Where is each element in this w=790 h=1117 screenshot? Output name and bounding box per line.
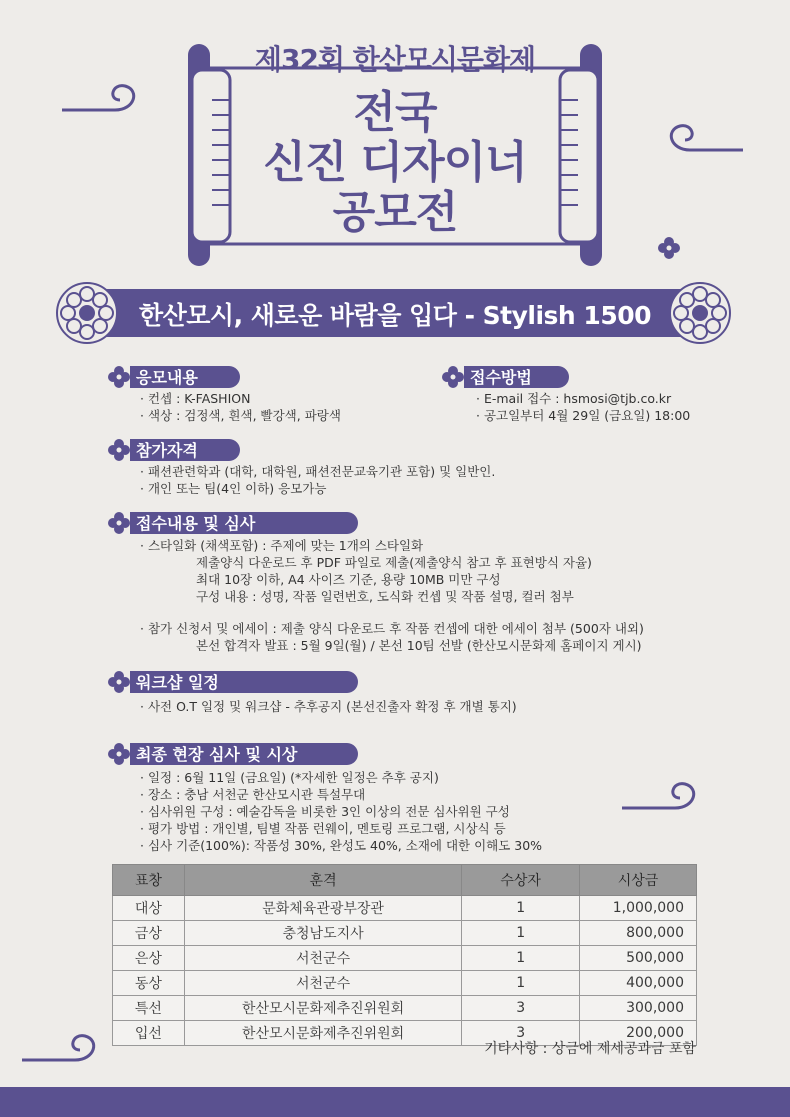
clover-bullet-icon: [108, 439, 130, 461]
clover-ornament: [658, 237, 680, 259]
section-final: [108, 741, 368, 765]
table-row: 입선 한산모시문화제추진위원회 3 200,000: [113, 1021, 697, 1046]
section-submission: [442, 364, 582, 388]
section-label: 워크샵 일정: [136, 673, 219, 692]
workshop-body: · 사전 O.T 일정 및 워크샵 - 추후공지 (본선진출자 확정 후 개별 통지): [140, 699, 517, 714]
table-row: 금상 충청남도지사 1 800,000: [113, 921, 697, 946]
column-header: 수상자: [462, 865, 580, 896]
contents-body: · 컨셉 : K-FASHION · 색상 : 검정색, 흰색, 빨강색, 파랑색: [140, 391, 341, 423]
table-row: 특선 한산모시문화제추진위원회 3 300,000: [113, 996, 697, 1021]
page-title: [0, 88, 790, 238]
section-contents: [108, 364, 248, 388]
title-line-3: 공모전: [332, 187, 458, 238]
table-row: 대상 문화체육관광부장관 1 1,000,000: [113, 896, 697, 921]
review-body: · 스타일화 (채색포함) : 주제에 맞는 1개의 스타일화 제출양식 다운로드 후 PDF 파일로 제출(제출양식 참고 후 표현방식 자율) 최대 10장 이하, A4 사이즈 기준, 용량 10MB 미만 구성 구성 내용 : 성명, 작품 일련번호, 도식화 컨셉 및 작품 설명, 컬러 첨부 · 참가 신청서 및 에세이 : 제출 양식 다운로드 후 작품 컨셉에 대한 에세이 첨부 (500자 내외) 본선 합격자 발표 : 5월 9일(월) / 본선 10팀 선발 (한산모시문화제 홈페이지 게시): [140, 538, 644, 653]
clover-bullet-icon: [108, 743, 130, 765]
title-line-2: 신진 디자이너: [263, 137, 527, 188]
prize-table: [112, 864, 697, 1046]
clover-bullet-icon: [108, 366, 130, 388]
swirl-decoration-bottom-left: [20, 1030, 110, 1070]
eligibility-body: · 패션관련학과 (대학, 대학원, 패션전문교육기관 포함) 및 일반인. · 개인 또는 팀(4인 이하) 응모가능: [140, 464, 496, 496]
bottom-bar: [0, 1087, 790, 1117]
slogan-text: 한산모시, 새로운 바람을 입다 - Stylish 1500: [138, 301, 652, 330]
title-line-1: 전국: [353, 87, 437, 138]
clover-bullet-icon: [108, 671, 130, 693]
festival-edition-title: 제32회 한산모시문화제: [254, 43, 536, 76]
table-header-row: [113, 865, 697, 896]
column-header: 훈격: [184, 865, 461, 896]
table-row: 동상 서천군수 1 400,000: [113, 971, 697, 996]
final-body: · 일정 : 6월 11일 (금요일) (*자세한 일정은 추후 공지) · 장소 : 충남 서천군 한산모시관 특설무대 · 심사위원 구성 : 예술감독을 비롯한 3인 이상의 전문 심사위원 구성 · 평가 방법 : 개인별, 팀별 작품 런웨이, 멘토링 프로그램, 시상식 등 · 심사 기준(100%): 작품성 30%, 완성도 40%, 소재에 대한 이해도 30%: [140, 770, 543, 853]
section-label: 최종 현장 심사 및 시상: [136, 745, 298, 764]
clover-bullet-icon: [108, 512, 130, 534]
section-label: 응모내용: [136, 368, 198, 387]
column-header: 표창: [113, 865, 185, 896]
submission-body: · E-mail 접수 : hsmosi@tjb.co.kr · 공고일부터 4월 29일 (금요일) 18:00: [476, 391, 691, 423]
section-review: [108, 510, 368, 534]
section-eligibility: [108, 437, 248, 461]
column-header: 시상금: [580, 865, 697, 896]
clover-bullet-icon: [442, 366, 464, 388]
section-label: 접수내용 및 심사: [136, 514, 256, 533]
footnote: 기타사항 : 상금에 제세공과금 포함: [484, 1041, 696, 1057]
flower-ornament-right: [668, 281, 732, 345]
flower-ornament-left: [55, 281, 119, 345]
section-label: 참가자격: [136, 441, 198, 460]
section-label: 접수방법: [470, 368, 532, 387]
table-row: 은상 서천군수 1 500,000: [113, 946, 697, 971]
section-workshop: [108, 669, 368, 693]
swirl-decoration-right-lower: [620, 778, 710, 818]
